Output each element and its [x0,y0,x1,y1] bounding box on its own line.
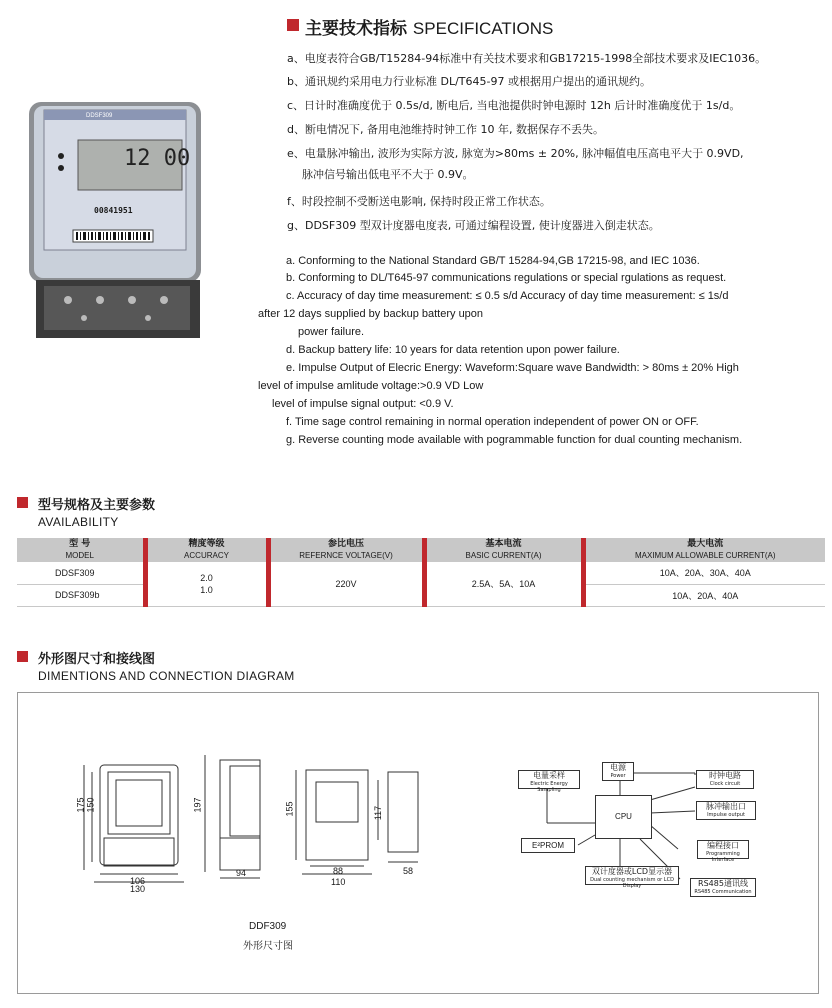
col-header-accuracy: 精度等级 ACCURACY [145,538,268,562]
dim-side-d: 94 [236,868,247,878]
cell-accuracy: 2.0 [145,562,268,584]
col-header-max-current: 最大电流 MAXIMUM ALLOWABLE CURRENT(A) [583,538,825,562]
cell-model: DDSF309 [17,562,145,584]
meter-illustration [28,100,206,340]
specs-heading [305,14,553,39]
dimensions-title-en: DIMENTIONS AND CONNECTION DIAGRAM [38,669,295,683]
availability-table [17,538,825,607]
spec-en-f: f. Time sage control remaining in normal operation independent of power ON or OFF. [286,416,699,428]
dim-front-w1: 106 [130,876,146,886]
dim-mount-h: 155 [284,801,295,817]
col-header-model: 型 号 MODEL [17,538,145,562]
availability-title-cn: 型号规格及主要参数 [38,498,156,513]
spec-cn-e2: 脉冲信号输出低电平不大于 0.9V。 [302,168,474,181]
program-block: 编程接口 Programming Interface [697,840,749,859]
availability-title-en: AVAILABILITY [38,515,119,529]
spec-cn-g: g、DDSF309 型双计度器电度表, 可通过编程设置, 使计度器进入倒走状态。 [287,219,660,232]
dimensions-heading-marker [17,651,28,662]
spec-en-e: e. Impulse Output of Elecric Energy: Waveform:Square wave Bandwidth: > 80ms ± 20% High [286,362,739,374]
col-header-voltage: 参比电压 REFERNCE VOLTAGE(V) [268,538,424,562]
dimension-drawings [70,750,430,900]
spec-en-c: c. Accuracy of day time measurement: ≤ 0.5 s/d Accuracy of day time measurement: ≤ 1s/d [286,290,729,302]
spec-en-d: d. Backup battery life: 10 years for data retention upon power failure. [286,344,620,356]
sampling-block: 电量采样 Electric Energy Sampling [518,770,580,789]
dim-front-w2: 130 [130,884,146,894]
col-header-basic-current: 基本电流 BASIC CURRENT(A) [424,538,583,562]
spec-cn-f: f、时段控制不受断送电影响, 保持时段正常工作状态。 [287,195,551,208]
display-block: 双计度器或LCD显示器 Dual counting mechanism or LCD Display [585,866,679,885]
dim-back-d: 58 [403,866,414,876]
eprom-block: E²PROM [521,838,575,853]
meter-model-label: DDSF309 [86,113,113,119]
meter-photo [28,100,206,340]
meter-display-reading: 12 00 [124,146,191,171]
spec-en-b: b. Conforming to DL/T645-97 communications regulations or special rgulations as request. [286,272,727,284]
pulse-block: 脉冲输出口 Impulse output [696,801,756,820]
dim-front-h2: 150 [85,797,96,813]
cpu-block: CPU [595,795,652,839]
spec-en-e2: level of impulse amlitude voltage:>0.9 VD Low [258,380,484,392]
clock-block: 时钟电路 Clock circuit [696,770,754,789]
rs485-block: RS485通讯线 RS485 Communication [690,878,756,897]
spec-en-e3: level of impulse signal output: <0.9 V. [272,398,454,410]
spec-en-c2: after 12 days supplied by backup battery upon [258,308,484,320]
dim-mount-w1: 88 [333,866,344,876]
spec-en-a: a. Conforming to the National Standard GB/T 15284-94,GB 17215-98, and IEC 1036. [286,255,700,267]
cell-max-current: 10A、20A、30A、40A [583,562,825,584]
diagram-caption-model: DDF309 [249,921,287,932]
dim-side-h: 197 [192,797,203,813]
availability-heading-marker [17,497,28,508]
spec-cn-c: c、日计时准确度优于 0.5s/d, 断电后, 当电池提供时钟电源时 12h 后计时准确度优于 1s/d。 [287,99,741,112]
cell-accuracy: 1.0 [145,584,268,606]
spec-cn-a: a、电度表符合GB/T15284-94标准中有关技术要求和GB17215-1998全部技术要求及IEC1036。 [287,52,767,65]
dim-back-h: 117 [373,805,384,821]
specs-title-cn: 主要技术指标 [305,19,407,39]
dim-front-h1: 175 [75,797,86,813]
cell-voltage: 220V [268,562,424,606]
specs-title-en: SPECIFICATIONS [412,19,554,38]
cell-basic-current: 2.5A、5A、10A [424,562,583,606]
spec-cn-d: d、断电情况下, 备用电池维持时钟工作 10 年, 数据保存不丢失。 [287,123,604,136]
cell-model: DDSF309b [17,584,145,606]
table-header-row [17,538,825,562]
specs-heading-marker [287,19,299,31]
spec-cn-b: b、通讯规约采用电力行业标准 DL/T645-97 或根据用户提出的通讯规约。 [287,75,651,88]
dimensions-title-cn: 外形图尺寸和接线图 [38,652,156,667]
power-block: 电源 Power [602,762,634,781]
spec-en-g: g. Reverse counting mode available with pogrammable function for dual counting mechanism. [286,434,743,446]
meter-serial: 00841951 [94,206,133,215]
dim-mount-w2: 110 [331,877,346,887]
cell-max-current: 10A、20A、40A [583,584,825,606]
table-row [17,562,825,584]
spec-en-c3: power failure. [298,326,365,338]
spec-cn-e: e、电量脉冲输出, 波形为实际方波, 脉宽为>80ms ± 20%, 脉冲幅值电压高电平大于 0.9VD, [287,147,744,160]
diagram-caption-cn: 外形尺寸图 [243,941,293,952]
